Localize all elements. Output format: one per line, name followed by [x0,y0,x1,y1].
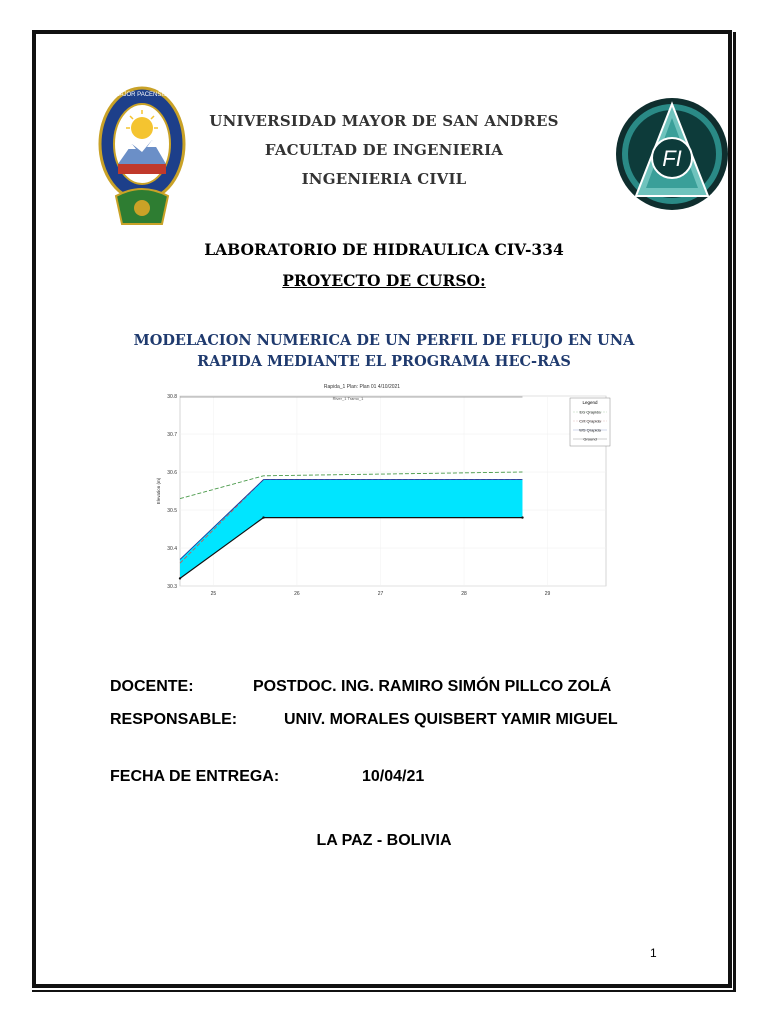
responsable-value: UNIV. MORALES QUISBERT YAMIR MIGUEL [284,711,618,728]
legend-entry: Ground [583,436,597,442]
y-tick-label: 30.7 [167,432,177,438]
y-tick-label: 30.5 [167,508,177,514]
data-point [262,516,264,518]
x-tick-label: 28 [461,591,467,597]
faculty-name: FACULTAD DE INGENIERIA [264,141,504,159]
docente-label: DOCENTE: [110,678,194,695]
lab-title: LABORATORIO DE HIDRAULICA CIV-334 [204,240,564,259]
career-name: INGENIERIA CIVIL [301,170,467,188]
y-tick-label: 30.4 [167,546,177,552]
y-tick-label: 30.3 [167,584,177,590]
chart-title: Rapida_1 Plan: Plan 01 4/10/2021 [323,384,401,390]
responsable-label: RESPONSABLE: [110,711,238,728]
data-point [179,577,181,579]
university-name: UNIVERSIDAD MAYOR DE SAN ANDRES [209,112,559,130]
fecha-label: FECHA DE ENTREGA: [110,768,280,785]
docente-value: POSTDOC. ING. RAMIRO SIMÓN PILLCO ZOLÁ [253,678,612,695]
page-border-shadow-bottom [32,990,736,992]
fecha-value: 10/04/21 [362,768,425,785]
project-title-line2: RAPIDA MEDIANTE EL PROGRAMA HEC-RAS [197,353,571,370]
umsa-logo-text: UNIVERSITAS MAJOR PACENSIS DIVI ANDREAE [73,92,211,98]
legend-entry: EG Qrapida [579,409,601,415]
project-heading: PROYECTO DE CURSO: [282,271,486,290]
x-tick-label: 29 [544,591,551,597]
x-tick-label: 25 [210,591,217,597]
y-tick-label: 30.8 [167,394,177,400]
place-text: LA PAZ - BOLIVIA [316,832,452,849]
page-number: 1 [650,946,657,960]
legend-entry: WS Qrapida [579,427,601,433]
data-point [521,516,523,518]
x-tick-label: 27 [377,591,384,597]
project-title-line1: MODELACION NUMERICA DE UN PERFIL DE FLUJO EN UNA [133,332,635,349]
legend-entry: Crit Qrapida [579,418,601,424]
chart-subtitle: River_1 Tramo_1 [332,396,364,401]
legend-title: Legend [582,400,598,405]
hec-ras-profile-chart [150,378,616,600]
fi-logo-text: FI [662,146,682,171]
y-axis-label: Elevation (m) [156,477,161,505]
y-tick-label: 30.6 [167,470,177,476]
x-tick-label: 26 [294,591,300,597]
